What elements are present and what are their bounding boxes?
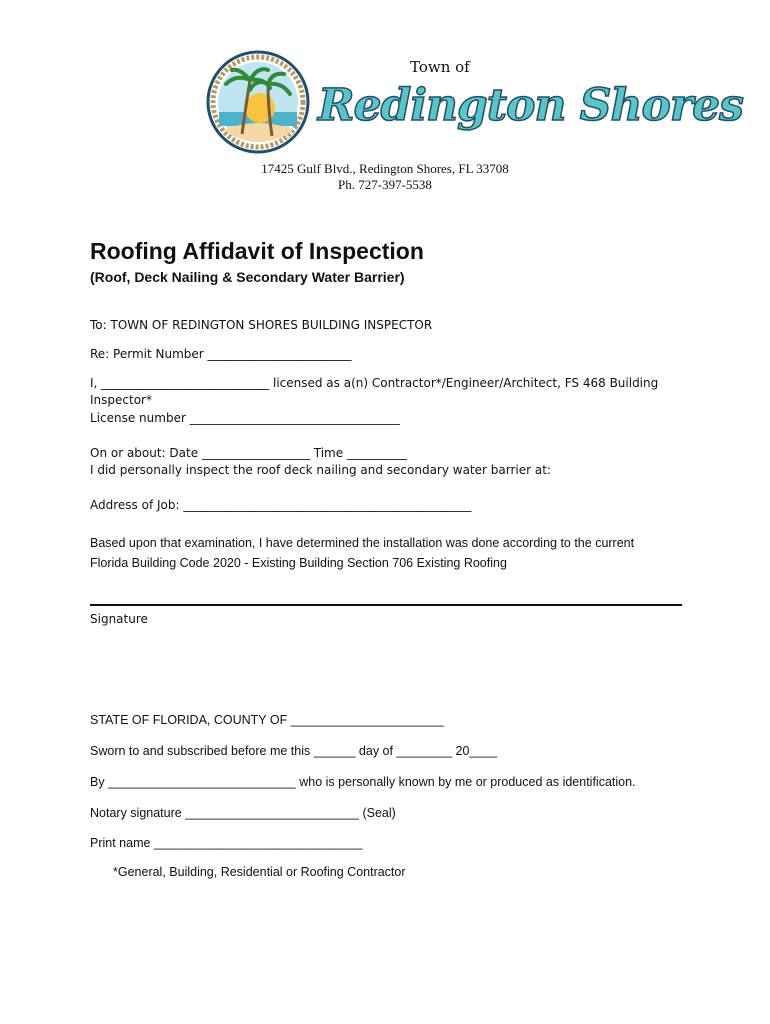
signature-rule: [90, 604, 682, 606]
town-phone: Ph. 727-397-5538: [338, 177, 432, 192]
contractor-footnote: *General, Building, Residential or Roofing Contractor: [113, 865, 406, 879]
date-time-field[interactable]: On or about: Date __________________ Time __________: [90, 446, 407, 460]
determination-line-1: Based upon that examination, I have determined the installation was done according to the current: [90, 536, 635, 550]
permit-number-field[interactable]: Re: Permit Number ________________________: [90, 347, 352, 361]
palm-tree-seal-icon: [206, 50, 310, 154]
town-wordmark: Redington Shores: [318, 80, 743, 131]
by-name-field[interactable]: By ___________________________ who is personally known by me or produced as identification.: [90, 775, 636, 789]
state-county-field[interactable]: STATE OF FLORIDA, COUNTY OF ______________________: [90, 713, 444, 727]
page-title: Roofing Affidavit of Inspection: [90, 238, 424, 264]
sworn-date-field[interactable]: Sworn to and subscribed before me this ______ day of ________ 20____: [90, 744, 498, 758]
to-line: To: TOWN OF REDINGTON SHORES BUILDING INSPECTOR: [90, 318, 433, 332]
inspector-line: Inspector*: [90, 393, 152, 407]
license-number-field[interactable]: License number ___________________________________: [90, 411, 400, 425]
licensed-name-field[interactable]: I, ____________________________ licensed as a(n) Contractor*/Engineer/Architect, FS 468 Building: [90, 376, 659, 390]
town-of-label: Town of: [410, 58, 470, 76]
town-logo: [200, 48, 743, 158]
signature-label: Signature: [90, 612, 148, 626]
determination-line-2: Florida Building Code 2020 - Existing Building Section 706 Existing Roofing: [90, 556, 507, 570]
job-address-field[interactable]: Address of Job: ________________________________________________: [90, 498, 472, 512]
notary-signature-field[interactable]: Notary signature _________________________ (Seal): [90, 806, 396, 820]
town-address: 17425 Gulf Blvd., Redington Shores, FL 33708: [261, 161, 509, 176]
inspection-statement: I did personally inspect the roof deck nailing and secondary water barrier at:: [90, 463, 551, 477]
page-subtitle: (Roof, Deck Nailing & Secondary Water Barrier): [90, 269, 405, 285]
print-name-field[interactable]: Print name ______________________________: [90, 836, 363, 850]
